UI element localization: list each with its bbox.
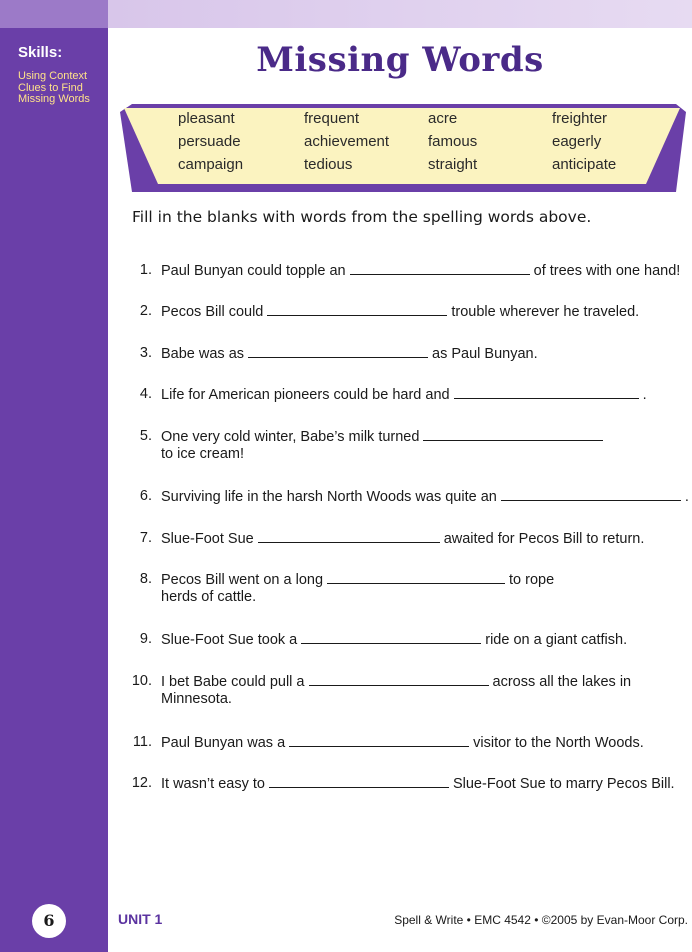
question-number: 12. [131, 775, 152, 791]
answer-blank[interactable] [454, 386, 639, 399]
answer-blank[interactable] [269, 775, 449, 788]
question-text-before: Pecos Bill could [161, 304, 264, 320]
question-text [161, 775, 675, 792]
question-number: 8. [139, 571, 152, 587]
question-number: 1. [139, 262, 152, 278]
question-number: 4. [139, 386, 152, 402]
question-text-after: visitor to the North Woods. [473, 735, 644, 751]
skills-description: Using Context Clues to Find Missing Words [18, 70, 90, 105]
question-text-before: Slue-Foot Sue took a [161, 632, 298, 648]
question-text-continued: to ice cream! [161, 446, 244, 462]
answer-blank[interactable] [327, 571, 505, 584]
top-band [108, 0, 692, 28]
question-text [161, 673, 631, 690]
question-text-after: as Paul Bunyan. [432, 346, 538, 362]
question-text-before: One very cold winter, Babe’s milk turned [161, 429, 420, 445]
answer-blank[interactable] [350, 262, 530, 275]
question-text [161, 303, 639, 320]
question-text-after: . [642, 387, 647, 403]
word-bank-word: eagerly [552, 133, 602, 150]
question-text [161, 530, 644, 547]
question-number: 11. [132, 734, 152, 750]
sidebar-top-band [0, 0, 108, 28]
answer-blank[interactable] [258, 530, 440, 543]
question-text-after: awaited for Pecos Bill to return. [443, 531, 645, 547]
question-text-before: Slue-Foot Sue [161, 531, 254, 547]
word-bank-word: pleasant [178, 110, 235, 127]
word-bank-word: persuade [178, 133, 241, 150]
question-text-before: Paul Bunyan was a [161, 735, 286, 751]
word-bank-word: achievement [304, 133, 390, 150]
question-text-after: trouble wherever he traveled. [451, 304, 640, 320]
answer-blank[interactable] [267, 303, 447, 316]
word-bank-word: campaign [178, 156, 244, 173]
footer-credit: Spell & Write • EMC 4542 • ©2005 by Evan-Moor Corp. [394, 913, 688, 927]
page-number: 6 [32, 904, 66, 938]
question-text-after: ride on a giant catfish. [485, 632, 628, 648]
word-bank-word: acre [428, 110, 458, 127]
question-text-after: Slue-Foot Sue to marry Pecos Bill. [452, 776, 675, 792]
word-bank-word: frequent [304, 110, 360, 127]
question-text [161, 386, 647, 403]
question-text-continued: herds of cattle. [161, 589, 257, 605]
question-number: 2. [139, 303, 152, 319]
question-text-after: across all the lakes in [492, 674, 632, 690]
word-bank-word: tedious [304, 156, 353, 173]
question-text [161, 571, 554, 588]
answer-blank[interactable] [309, 673, 489, 686]
question-text [161, 631, 627, 648]
question-number: 5. [139, 428, 152, 444]
question-text [161, 428, 607, 445]
question-text-after: to rope [509, 572, 555, 588]
answer-blank[interactable] [248, 345, 428, 358]
question-text-before: Paul Bunyan could topple an [161, 263, 346, 279]
question-text [161, 488, 689, 505]
question-number: 3. [139, 345, 152, 361]
answer-blank[interactable] [301, 631, 481, 644]
word-bank-word: freighter [552, 110, 608, 127]
question-text-after: of trees with one hand! [533, 263, 681, 279]
instructions: Fill in the blanks with words from the spelling words above. [132, 208, 592, 226]
answer-blank[interactable] [501, 488, 681, 501]
question-text [161, 345, 538, 362]
word-bank-word: famous [428, 133, 478, 150]
question-text-before: Life for American pioneers could be hard and [161, 387, 450, 403]
question-number: 9. [139, 631, 152, 647]
word-bank [120, 98, 686, 194]
unit-label: UNIT 1 [118, 911, 163, 927]
page-title: Missing Words [256, 40, 544, 80]
question-text [161, 734, 644, 751]
question-text-before: I bet Babe could pull a [161, 674, 305, 690]
question-text-after: . [684, 489, 689, 505]
answer-blank[interactable] [423, 428, 603, 441]
question-number: 6. [139, 488, 152, 504]
question-text-continued: Minnesota. [161, 691, 232, 707]
word-bank-word: anticipate [552, 156, 617, 173]
word-bank-word: straight [428, 156, 478, 173]
question-number: 7. [139, 530, 152, 546]
question-text-before: Surviving life in the harsh North Woods was quite an [161, 489, 497, 505]
question-text [161, 262, 680, 279]
question-text-before: Babe was as [161, 346, 245, 362]
skills-heading: Skills: [18, 44, 63, 61]
answer-blank[interactable] [289, 734, 469, 747]
question-number: 10. [131, 673, 152, 689]
sidebar [0, 0, 108, 952]
question-text-before: It wasn’t easy to [161, 776, 265, 792]
question-text-before: Pecos Bill went on a long [161, 572, 324, 588]
